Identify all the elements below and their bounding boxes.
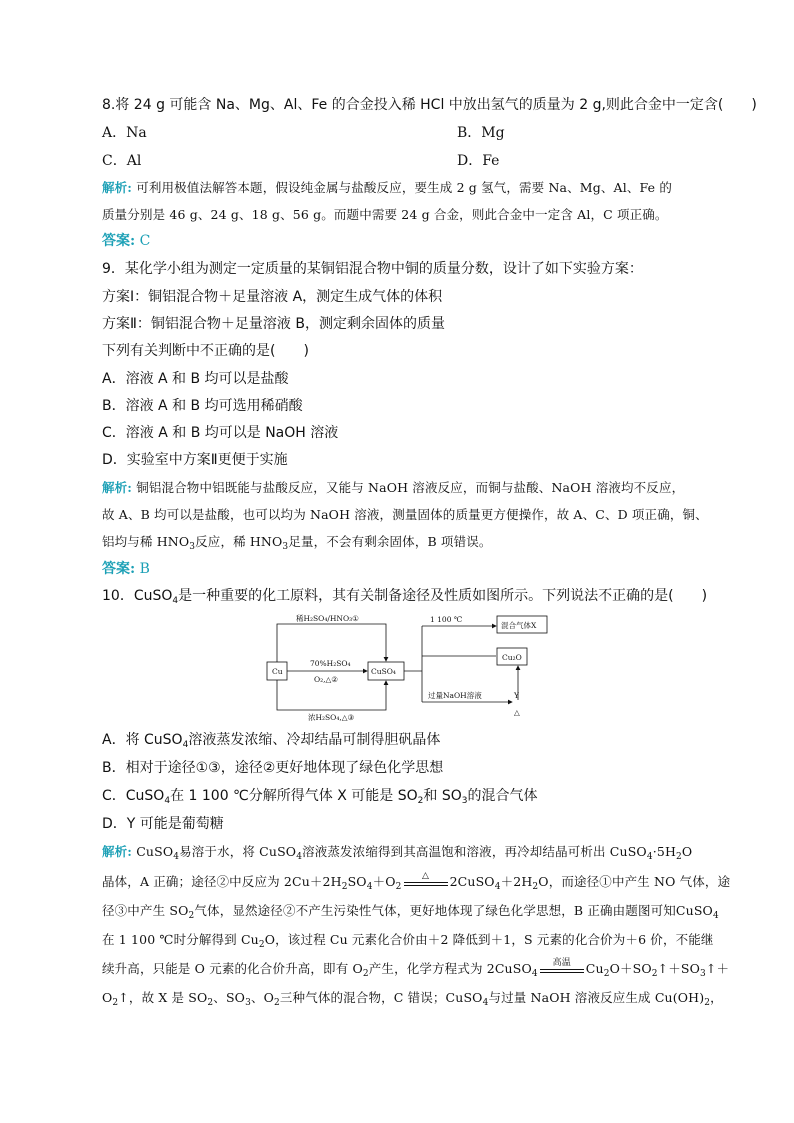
q8-option-b: B．Mg [457,125,505,141]
route-1-arrow [277,624,386,662]
gas-x-label: 混合气体X [501,621,537,630]
q9-plan-2: 方案Ⅱ：铜铝混合物＋足量溶液 B，测定剩余固体的质量 [102,316,445,332]
cu-label: Cu [272,667,283,676]
q9-option-b: B．溶液 A 和 B 均可选用稀硝酸 [102,398,303,414]
route-1-label: 稀H₂SO₄/HNO₃① [296,614,359,623]
route-2-label-bottom: O₂,△② [314,675,339,684]
q10-stem: 10．CuSO$_4$是一种重要的化工原料，其有关制备途径及性质如图所示。下列说法不正确的是( ) [102,588,708,606]
q10-analysis-label: 解析: [102,844,133,859]
q9-analysis-line1: 解析: 铜铝混合物中铝既能与盐酸反应，又能与 NaOH 溶液反应，而铜与盐酸、NaOH 溶液均不反应， [102,480,685,495]
q9-plan-1: 方案Ⅰ：铜铝混合物＋足量溶液 A，测定生成气体的体积 [102,289,443,305]
q10-analysis-line2: 晶体，A 正确；途径②中反应为 $2Cu+2H_2SO_4+O_2$ △ $2CuSO_4+2H_2O$，而途径①中产生 NO 气体，途 [102,870,731,892]
route-2-label-top: 70%H₂SO₄ [310,659,351,668]
q8-option-d: D．Fe [457,153,500,169]
cuso4-label: CuSO₄ [371,667,396,676]
q9-option-a: A．溶液 A 和 B 均可以是盐酸 [102,371,289,387]
q10-option-c: C．CuSO$_4$在 1 100 ℃分解所得气体 X 可能是 $SO_2$和 $SO_3$的混合气体 [102,788,538,806]
high-temp-condition-sign: 高温 [540,967,584,973]
q8-answer-label: 答案: [102,233,136,249]
q8-analysis-line1: 解析: 可利用极值法解答本题，假设纯金属与盐酸反应，要生成 2 g 氢气，需要 Na、Mg、Al、Fe 的 [102,180,672,195]
q8-options-row1 [102,124,505,142]
naoh-label: 过量NaOH溶液 [428,691,482,700]
q10-analysis-line6: $O_2↑$，故 X 是 $SO_2$、$SO_3$、$O_2$三种气体的混合物，C 错误；CuSO$_4$与过量 NaOH 溶液反应生成 $Cu(OH)_2$， [102,990,723,1008]
q9-answer-label: 答案: [102,561,136,577]
q8-options-row2 [102,152,500,170]
q9-answer [102,560,150,578]
q10-analysis-line4: 在 1 100 ℃时分解得到 $Cu_2O$，该过程 Cu 元素化合价由＋2 降低到＋1，S 元素的化合价为＋6 价，不能继 [102,932,714,950]
route-3-label: 浓H₂SO₄,△③ [308,713,355,722]
q9-analysis-label: 解析: [102,480,133,495]
q8-analysis-line2: 质量分别是 46 g、24 g、18 g、56 g。而题中需要 24 g 合金，则此合金中一定含 Al，C 项正确。 [102,207,668,222]
q8-answer-value: C [139,233,151,249]
q8-option-c: C．Al [102,153,142,169]
cuso4-route-diagram [262,612,552,724]
temp-label: 1 100 ℃ [430,615,463,624]
q9-option-d: D．实验室中方案Ⅱ更便于实施 [102,452,288,468]
q9-option-c: C．溶液 A 和 B 均可以是 NaOH 溶液 [102,425,339,441]
q9-analysis-line2: 故 A、B 均可以是盐酸，也可以均为 NaOH 溶液，测量固体的质量更方便操作，故 A、C、D 项正确，铜、 [102,507,708,522]
q9-analysis-line3: 铝均与稀 $HNO_3$反应，稀 $HNO_3$足量，不会有剩余固体，B 项错误。 [102,534,492,552]
q10-option-d: D．Y 可能是葡萄糖 [102,816,224,832]
y-label: Y [514,691,519,700]
q10-analysis-line3: 径③中产生 $SO_2$气体，显然途径②不产生污染性气体，更好地体现了绿色化学思想，B 正确由题图可知CuSO$_4$ [102,903,719,921]
q10-analysis-line1: 解析: CuSO$_4$易溶于水，将 CuSO$_4$溶液蒸发浓缩得到其高温饱和溶液，再冷却结晶可析出 $CuSO_4\cdot 5H_2O$ [102,844,693,862]
q8-analysis-label: 解析: [102,180,133,195]
q10-analysis-line5: 续升高，只能是 O 元素的化合价升高，即有 $O_2$产生，化学方程式为 2CuSO$_4$ 高温 $Cu_2O+SO_2↑+SO_3↑+$ [102,957,730,979]
cu2o-label: Cu₂O [502,653,522,662]
heating-condition-sign: △ [404,880,448,886]
q9-question: 下列有关判断中不正确的是( ) [102,343,309,359]
q9-answer-value: B [139,561,150,577]
q8-answer [102,232,150,250]
q10-option-a: A．将 CuSO$_4$溶液蒸发浓缩、冷却结晶可制得胆矾晶体 [102,732,441,750]
q8-option-a: A．Na [102,125,147,141]
q8-stem: 8.将 24 g 可能含 Na、Mg、Al、Fe 的合金投入稀 HCl 中放出氢气的质量为 2 g,则此合金中一定含( ) [102,97,757,113]
q10-option-b: B．相对于途径①③，途径②更好地体现了绿色化学思想 [102,760,444,776]
q9-stem: 9．某化学小组为测定一定质量的某铜铝混合物中铜的质量分数，设计了如下实验方案： [102,261,643,277]
heat-label: △ [514,708,520,717]
route-3-arrow [277,680,386,710]
